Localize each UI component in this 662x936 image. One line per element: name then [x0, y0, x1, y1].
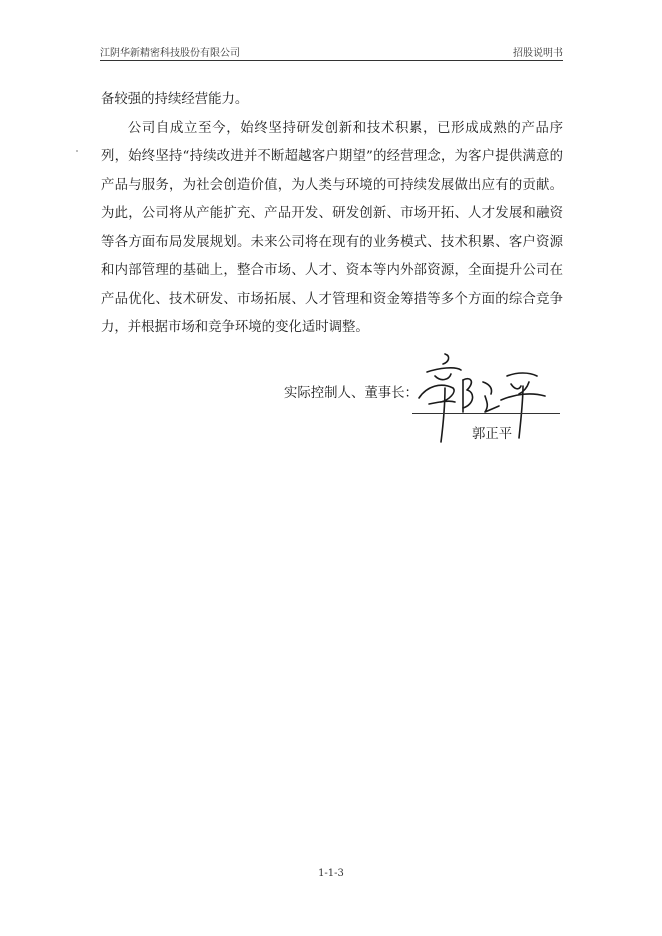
paragraph-main: 公司自成立至今，始终坚持研发创新和技术积累，已形成成熟的产品序列，始终坚持“持续改进并不断超越客户期望”的经营理念，为客户提供满意的产品与服务，为社会创造价值，为人类与环境的可持续发展做出应有的贡献。为此，公司将从产能扩充、产品开发、研发创新、市场开拓、人才发展和融资等各方面布局发展规划。未来公司将在现有的业务模式、技术积累、客户资源和内部管理的基础上，整合市场、人才、资本等内外部资源，全面提升公司在产品优化、技术研发、市场拓展、人才管理和资金筹措等多个方面的综合竞争力，并根据市场和竞争环境的变化适时调整。: [101, 120, 563, 335]
header-company-name: 江阴华新精密科技股份有限公司: [100, 48, 240, 59]
page-header: [100, 40, 563, 61]
scan-speck: [76, 150, 78, 152]
signature-label: 实际控制人、董事长：: [284, 386, 418, 401]
signature-line: [412, 413, 560, 414]
header-document-type: 招股说明书: [513, 48, 563, 59]
paragraph-continuation: 备较强的持续经营能力。: [101, 92, 249, 107]
signatory-name: 郭正平: [472, 427, 513, 442]
page-number: 1-1-3: [318, 868, 344, 879]
body-text: [101, 86, 563, 343]
